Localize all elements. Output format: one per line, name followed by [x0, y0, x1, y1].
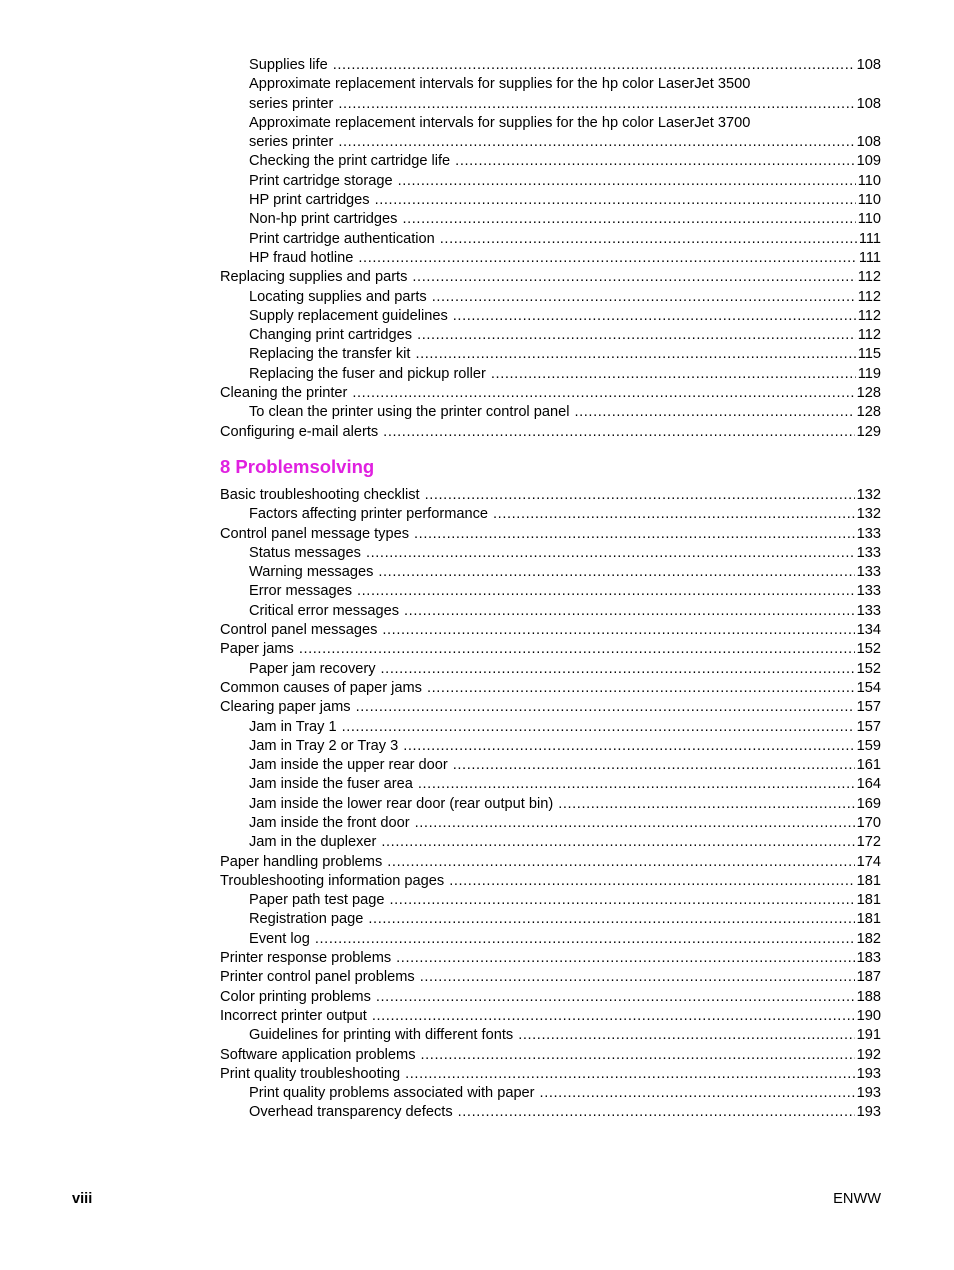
- toc-entry-page: 172: [856, 834, 881, 851]
- toc-entry[interactable]: [220, 910, 881, 929]
- toc-entry-page: 108: [856, 95, 881, 112]
- toc-entry-page: 129: [856, 423, 881, 440]
- dot-leader: [405, 1065, 855, 1084]
- toc-entry[interactable]: [220, 365, 881, 384]
- toc-entry[interactable]: [220, 191, 881, 210]
- dot-leader: [404, 602, 855, 621]
- toc-entry-title: Printer control panel problems: [220, 969, 415, 986]
- dot-leader: [299, 640, 855, 659]
- toc-entry-title: Jam inside the upper rear door: [249, 757, 448, 774]
- toc-entry-title: Printer response problems: [220, 950, 392, 967]
- dot-leader: [378, 563, 854, 582]
- dot-leader: [352, 384, 854, 403]
- toc-entry[interactable]: [220, 833, 881, 852]
- toc-entry[interactable]: [220, 891, 881, 910]
- dot-leader: [333, 56, 855, 75]
- toc-entry-title: Jam in the duplexer: [249, 834, 377, 851]
- toc-entry[interactable]: [220, 853, 881, 872]
- dot-leader: [381, 660, 855, 679]
- dot-leader: [493, 505, 855, 524]
- dot-leader: [449, 872, 854, 891]
- toc-entry-page: 157: [856, 699, 881, 716]
- dot-leader: [366, 544, 855, 563]
- toc-entry[interactable]: [220, 307, 881, 326]
- toc-entry-title: Configuring e-mail alerts: [220, 423, 379, 440]
- toc-entry[interactable]: [220, 814, 881, 833]
- toc-entry-title: Jam in Tray 2 or Tray 3: [249, 737, 399, 754]
- dot-leader: [458, 1103, 855, 1122]
- toc-entry-title: Paper path test page: [249, 892, 385, 909]
- dot-leader: [390, 891, 855, 910]
- dot-leader: [558, 795, 854, 814]
- toc-entry-page: 119: [857, 365, 881, 382]
- toc-entry-page: 193: [856, 1065, 881, 1082]
- dot-leader: [356, 698, 855, 717]
- toc-entry[interactable]: [220, 621, 881, 640]
- toc-entry-page: 174: [856, 853, 881, 870]
- toc-entry-title: Incorrect printer output: [220, 1007, 367, 1024]
- toc-entry[interactable]: [220, 423, 881, 442]
- dot-leader: [402, 210, 855, 229]
- toc-entry-title: Approximate replacement intervals for supplies for the hp color LaserJet 3500: [249, 76, 751, 93]
- dot-leader: [540, 1084, 855, 1103]
- dot-leader: [382, 621, 854, 640]
- toc-entry-page: 170: [856, 814, 881, 831]
- toc-entry[interactable]: [220, 1007, 881, 1026]
- toc-entry-page: 111: [858, 230, 881, 247]
- toc-entry-page: 190: [856, 1007, 881, 1024]
- toc-entry-page: 164: [856, 776, 881, 793]
- toc-entry-title: Checking the print cartridge life: [249, 153, 451, 170]
- toc-entry-title: Jam inside the fuser area: [249, 776, 413, 793]
- dot-leader: [376, 988, 855, 1007]
- dot-leader: [387, 853, 854, 872]
- toc-entry[interactable]: [220, 1026, 881, 1045]
- table-of-contents: [220, 56, 881, 1123]
- dot-leader: [357, 582, 855, 601]
- toc-entry[interactable]: [220, 210, 881, 229]
- toc-entry[interactable]: [220, 326, 881, 345]
- toc-entry-title: Approximate replacement intervals for supplies for the hp color LaserJet 3700: [249, 114, 751, 131]
- toc-entry-title: Software application problems: [220, 1046, 416, 1063]
- toc-entry-title: Error messages: [249, 583, 352, 600]
- dot-leader: [358, 249, 856, 268]
- dot-leader: [315, 930, 855, 949]
- toc-entry-title: Clearing paper jams: [220, 699, 351, 716]
- toc-entry-page: 192: [856, 1046, 881, 1063]
- toc-entry[interactable]: [220, 249, 881, 268]
- dot-leader: [338, 133, 854, 152]
- toc-entry-page: 112: [857, 269, 881, 286]
- toc-entry-title: Print cartridge storage: [249, 172, 393, 189]
- dot-leader: [440, 230, 857, 249]
- dot-leader: [427, 679, 855, 698]
- toc-entry-title: Troubleshooting information pages: [220, 872, 445, 889]
- dot-leader: [403, 737, 854, 756]
- toc-entry[interactable]: [220, 544, 881, 563]
- toc-entry-title: Color printing problems: [220, 988, 371, 1005]
- toc-entry-title: Non-hp print cartridges: [249, 211, 398, 228]
- toc-entry[interactable]: [220, 872, 881, 891]
- toc-entry[interactable]: [220, 230, 881, 249]
- toc-entry-title: HP print cartridges: [249, 192, 370, 209]
- toc-entry[interactable]: [220, 1103, 881, 1122]
- footer-page-number: viii: [72, 1191, 93, 1207]
- toc-entry-page: 193: [856, 1085, 881, 1102]
- toc-entry[interactable]: [220, 930, 881, 949]
- toc-entry-page: 134: [856, 622, 881, 639]
- toc-entry-page: 115: [857, 346, 881, 363]
- toc-entry[interactable]: [220, 288, 881, 307]
- toc-entry-page: 182: [856, 930, 881, 947]
- toc-entry-title: Critical error messages: [249, 602, 400, 619]
- toc-entry-page: 193: [856, 1104, 881, 1121]
- toc-entry-title: Replacing the fuser and pickup roller: [249, 365, 486, 382]
- toc-entry[interactable]: [220, 114, 881, 153]
- dot-leader: [342, 718, 855, 737]
- toc-entry-title: Print quality troubleshooting: [220, 1065, 401, 1082]
- dot-leader: [383, 423, 854, 442]
- toc-entry[interactable]: [220, 1084, 881, 1103]
- toc-entry-title: Status messages: [249, 544, 361, 561]
- toc-entry-title: Basic troubleshooting checklist: [220, 486, 420, 503]
- dot-leader: [453, 756, 855, 775]
- chapter-heading: 8 Problemsolving: [220, 455, 375, 477]
- toc-entry-line: [249, 95, 881, 114]
- toc-entry-page: 191: [856, 1027, 881, 1044]
- toc-entry-page: 110: [857, 192, 881, 209]
- toc-entry-page: 181: [856, 872, 881, 889]
- toc-entry-page: 169: [856, 795, 881, 812]
- toc-entry[interactable]: [220, 1065, 881, 1084]
- toc-entry-title: To clean the printer using the printer control panel: [249, 404, 570, 421]
- dot-leader: [338, 95, 854, 114]
- toc-entry[interactable]: [220, 525, 881, 544]
- dot-leader: [414, 525, 855, 544]
- toc-entry-page: 133: [856, 544, 881, 561]
- toc-entry-page: 108: [856, 57, 881, 73]
- toc-entry-page: 109: [856, 153, 881, 170]
- toc-entry[interactable]: [220, 75, 881, 114]
- toc-entry[interactable]: [220, 968, 881, 987]
- toc-entry[interactable]: [220, 988, 881, 1007]
- toc-entry-title: Guidelines for printing with different fonts: [249, 1027, 514, 1044]
- dot-leader: [491, 365, 856, 384]
- toc-entry[interactable]: [220, 1046, 881, 1065]
- toc-entry-title: Supplies life: [249, 57, 328, 73]
- toc-entry[interactable]: [220, 505, 881, 524]
- toc-entry-title: Jam inside the lower rear door (rear output bin): [249, 795, 554, 812]
- toc-entry-page: 132: [856, 486, 881, 503]
- toc-entry[interactable]: [220, 56, 881, 75]
- dot-leader: [425, 486, 855, 505]
- toc-entry-title: Jam in Tray 1: [249, 718, 337, 735]
- toc-entry[interactable]: [220, 403, 881, 422]
- toc-entry[interactable]: [220, 268, 881, 287]
- toc-entry-title: Jam inside the front door: [249, 814, 410, 831]
- dot-leader: [415, 814, 855, 833]
- dot-leader: [418, 775, 855, 794]
- toc-entry[interactable]: [220, 718, 881, 737]
- dot-leader: [372, 1007, 855, 1026]
- toc-entry-page: 133: [856, 583, 881, 600]
- toc-entry-title: Replacing the transfer kit: [249, 346, 411, 363]
- toc-entry-title: Print quality problems associated with paper: [249, 1085, 535, 1102]
- dot-leader: [415, 345, 855, 364]
- dot-leader: [417, 326, 856, 345]
- toc-entry-page: 152: [856, 660, 881, 677]
- toc-entry-title: Paper jams: [220, 641, 294, 658]
- toc-entry-page: 110: [857, 211, 881, 228]
- toc-entry-title: Locating supplies and parts: [249, 288, 427, 305]
- toc-entry-page: 112: [857, 288, 881, 305]
- toc-entry-title: Print cartridge authentication: [249, 230, 435, 247]
- dot-leader: [381, 833, 854, 852]
- toc-entry-title-continued: series printer: [249, 134, 334, 151]
- toc-entry-page: 152: [856, 641, 881, 658]
- toc-entry-title: HP fraud hotline: [249, 249, 354, 266]
- toc-entry-page: 110: [857, 172, 881, 189]
- dot-leader: [421, 1046, 855, 1065]
- toc-entry-page: 112: [857, 307, 881, 324]
- dot-leader: [432, 288, 856, 307]
- toc-entry-title: Control panel messages: [220, 622, 378, 639]
- toc-entry[interactable]: [220, 679, 881, 698]
- toc-entry[interactable]: [220, 563, 881, 582]
- footer-label: ENWW: [833, 1191, 881, 1207]
- toc-entry[interactable]: [220, 172, 881, 191]
- toc-entry-title: Common causes of paper jams: [220, 679, 422, 696]
- toc-entry-title: Control panel message types: [220, 525, 410, 542]
- toc-entry-page: 181: [856, 911, 881, 928]
- toc-entry-title: Replacing supplies and parts: [220, 269, 408, 286]
- toc-entry-page: 128: [856, 385, 881, 402]
- toc-entry-title: Factors affecting printer performance: [249, 506, 489, 523]
- toc-entry-title: Overhead transparency defects: [249, 1104, 453, 1121]
- toc-entry[interactable]: [220, 384, 881, 403]
- dot-leader: [412, 268, 855, 287]
- toc-entry-page: 188: [856, 988, 881, 1005]
- toc-entry[interactable]: [220, 152, 881, 171]
- toc-entry[interactable]: [220, 345, 881, 364]
- toc-entry[interactable]: [220, 486, 881, 505]
- dot-leader: [453, 307, 856, 326]
- toc-section-top: [220, 56, 881, 442]
- toc-entry[interactable]: [220, 775, 881, 794]
- dot-leader: [518, 1026, 854, 1045]
- dot-leader: [375, 191, 856, 210]
- toc-entry-page: 157: [856, 718, 881, 735]
- toc-entry-title: Paper handling problems: [220, 853, 383, 870]
- toc-entry-title: Cleaning the printer: [220, 385, 348, 402]
- toc-entry-page: 187: [856, 969, 881, 986]
- toc-entry-page: 159: [856, 737, 881, 754]
- dot-leader: [396, 949, 854, 968]
- toc-entry-title: Warning messages: [249, 564, 374, 581]
- toc-entry-title-continued: series printer: [249, 95, 334, 112]
- toc-entry-page: 133: [856, 564, 881, 581]
- toc-entry-title: Event log: [249, 930, 310, 947]
- toc-entry-page: 183: [856, 950, 881, 967]
- toc-entry-page: 154: [856, 679, 881, 696]
- toc-entry-page: 133: [856, 602, 881, 619]
- toc-entry-page: 111: [858, 249, 881, 266]
- dot-leader: [420, 968, 855, 987]
- toc-entry-title: Paper jam recovery: [249, 660, 376, 677]
- toc-entry[interactable]: [220, 640, 881, 659]
- toc-entry-page: 181: [856, 892, 881, 909]
- dot-leader: [455, 152, 854, 171]
- toc-entry-title: Changing print cartridges: [249, 327, 413, 344]
- toc-entry-page: 112: [857, 327, 881, 344]
- toc-entry[interactable]: [220, 582, 881, 601]
- toc-entry-page: 161: [856, 757, 881, 774]
- toc-section-chapter-8: [220, 486, 881, 1123]
- toc-entry[interactable]: [220, 737, 881, 756]
- toc-entry[interactable]: [220, 949, 881, 968]
- toc-entry-page: 128: [856, 404, 881, 421]
- toc-entry-page: 108: [856, 134, 881, 151]
- toc-entry[interactable]: [220, 795, 881, 814]
- toc-entry[interactable]: [220, 756, 881, 775]
- toc-entry-line: [249, 133, 881, 152]
- toc-entry-page: 133: [856, 525, 881, 542]
- dot-leader: [574, 403, 854, 422]
- toc-entry-title: Registration page: [249, 911, 364, 928]
- toc-entry-title: Supply replacement guidelines: [249, 307, 448, 324]
- dot-leader: [368, 910, 854, 929]
- toc-entry-page: 132: [856, 506, 881, 523]
- dot-leader: [398, 172, 856, 191]
- toc-entry[interactable]: [220, 602, 881, 621]
- toc-entry[interactable]: [220, 698, 881, 717]
- toc-entry[interactable]: [220, 660, 881, 679]
